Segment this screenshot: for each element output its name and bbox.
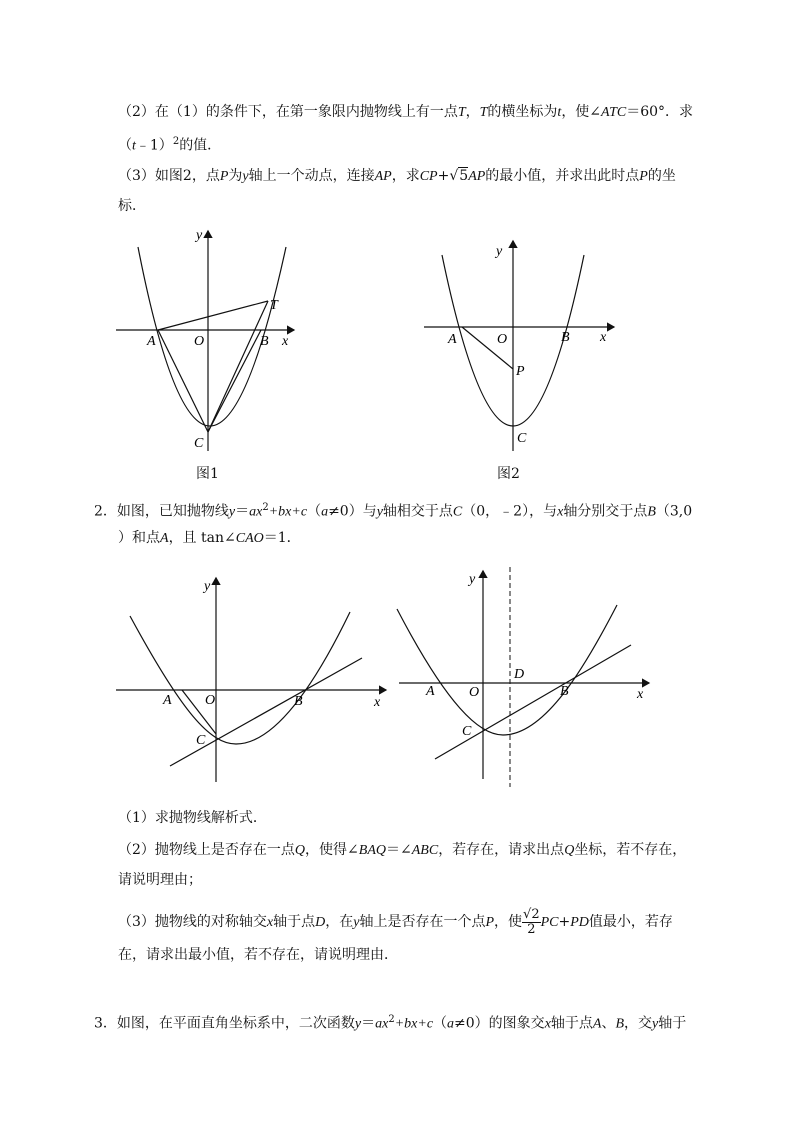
var-a: a: [321, 504, 329, 520]
var-y: y: [228, 504, 236, 520]
q1-part3-line2: [118, 196, 146, 216]
label-y: y: [196, 228, 203, 243]
var-x: x: [557, 504, 564, 520]
text: 的坐: [647, 168, 676, 184]
text: 值最小，若存: [588, 914, 673, 930]
text: ＝: [361, 1015, 376, 1032]
label-A: A: [147, 334, 156, 349]
var-P: P: [219, 169, 229, 184]
text: 在，请求出最小值，若不存在，请说明理由．: [118, 947, 398, 963]
label-C: C: [462, 724, 472, 739]
parabola: [397, 605, 617, 735]
q2-line2: [118, 528, 301, 549]
term-ax: ax: [375, 1016, 389, 1032]
q2-sub3-line1: [118, 904, 673, 940]
text: ＝: [235, 503, 250, 520]
text: 坐标，若不存在，: [574, 842, 687, 858]
segment-TC: [208, 301, 268, 432]
text: 轴上一个动点，连接: [248, 168, 375, 184]
figure-2: [420, 237, 620, 462]
sqrt-radicand: 5: [459, 168, 469, 184]
label-O: O: [469, 685, 480, 700]
label-x: x: [600, 330, 607, 345]
text: 请说明理由；: [118, 872, 202, 888]
superscript: 2: [262, 502, 269, 513]
angle-CAO: CAO: [235, 531, 264, 546]
text: （2）抛物线上是否存在一点: [118, 842, 295, 858]
label-T: T: [270, 298, 278, 313]
parabola: [130, 612, 350, 744]
var-y: y: [242, 169, 249, 184]
figure-2-caption: 图2: [497, 466, 520, 482]
label-A: A: [448, 332, 457, 347]
text: 、: [601, 1015, 616, 1032]
label-x: x: [637, 687, 644, 702]
fraction-numerator: √2: [523, 906, 540, 922]
label-O: O: [194, 334, 205, 349]
label-C: C: [517, 431, 527, 446]
label-D: D: [514, 667, 525, 682]
text: ＝1．: [263, 530, 301, 546]
segment-PC: PC: [540, 915, 559, 930]
text: ，使∠: [561, 104, 602, 120]
text: ，使得∠: [305, 842, 359, 858]
var-x: x: [544, 1016, 551, 1032]
q2-sub1: [118, 808, 267, 828]
text: ，若存在，请求出点: [438, 842, 565, 858]
var-T: T: [457, 105, 466, 120]
var-D: D: [315, 915, 326, 930]
var-y: y: [652, 1016, 659, 1032]
text: +: [437, 168, 450, 184]
text: ≠0）的图象交: [454, 1015, 545, 1032]
var-A: A: [160, 531, 169, 546]
text: 轴上是否存在一个点: [359, 914, 486, 930]
text: 的值．: [179, 137, 222, 154]
label-B: B: [560, 684, 569, 699]
text: （3）如图2，点: [118, 168, 220, 184]
var-x: x: [266, 915, 274, 930]
text: 3．如图，在平面直角坐标系中，二次函数: [94, 1015, 355, 1032]
label-x: x: [374, 695, 381, 710]
text: （: [433, 1015, 448, 1032]
text: +: [558, 914, 571, 930]
text: 的最小值，并求出此时点: [485, 168, 640, 184]
q1-part2-line2: [118, 132, 221, 157]
q1-part2-line1: [118, 102, 693, 123]
var-B: B: [615, 1016, 625, 1032]
q2-sub3-line2: [118, 945, 398, 965]
text: ＝60°．求: [626, 104, 694, 120]
text: ＝∠: [386, 842, 412, 858]
var-B: B: [647, 504, 656, 520]
var-A: A: [592, 1016, 602, 1032]
angle-ABC: ABC: [411, 843, 439, 858]
fraction-denominator: 2: [527, 921, 536, 937]
segment-BC: [208, 330, 261, 432]
text: （2）在（1）的条件下，在第一象限内抛物线上有一点: [118, 104, 458, 120]
segment-CP: CP: [419, 169, 438, 184]
label-y: y: [496, 244, 503, 259]
label-O: O: [205, 693, 216, 708]
label-C: C: [194, 436, 204, 451]
q2-line1: [94, 498, 692, 523]
figure-1: [110, 225, 310, 465]
line-BC: [435, 645, 631, 759]
var-Q: Q: [294, 843, 306, 858]
text: ，: [465, 104, 480, 120]
var-Q: Q: [564, 843, 575, 858]
text: ，使: [494, 914, 523, 930]
var-C: C: [452, 504, 463, 520]
var-y: y: [353, 915, 360, 930]
label-A: A: [163, 693, 172, 708]
fraction-sqrt2-over-2: [522, 908, 541, 937]
segment-AT: [158, 301, 268, 330]
var-a: a: [447, 1016, 455, 1032]
var-P: P: [639, 169, 648, 184]
text: ）和点: [118, 530, 160, 546]
text: 轴相交于点: [382, 503, 453, 520]
term-bx-c: +bx+c: [268, 504, 308, 520]
text: ，求: [391, 168, 420, 184]
var-y: y: [354, 1016, 362, 1032]
label-B: B: [260, 334, 269, 349]
sqrt-symbol: √: [449, 168, 459, 184]
text: 为: [228, 168, 243, 184]
text: ，且 tan∠: [168, 530, 236, 546]
angle-ATC: ATC: [601, 105, 627, 120]
text: 轴于点: [550, 1015, 593, 1032]
text: 轴于点: [273, 914, 316, 930]
text: ，在: [325, 914, 354, 930]
text: 轴于: [658, 1015, 687, 1032]
var-T: T: [479, 105, 488, 120]
label-O: O: [497, 332, 508, 347]
text: 标．: [118, 198, 146, 214]
label-A: A: [426, 684, 435, 699]
label-y: y: [469, 572, 476, 587]
text: （3,0: [655, 503, 693, 520]
segment-AP: AP: [374, 169, 392, 184]
label-P: P: [516, 364, 525, 379]
text: 2．如图，已知抛物线: [94, 503, 229, 520]
q3-line1: [94, 1010, 686, 1035]
q1-part3-line1: [118, 166, 676, 187]
label-C: C: [196, 733, 206, 748]
label-y: y: [204, 579, 211, 594]
label-B: B: [561, 330, 570, 345]
q2-figure-left: [110, 572, 395, 792]
text: （3）抛物线的对称轴交: [118, 914, 267, 930]
q2-sub2-line2: [118, 870, 202, 890]
text: 的横坐标为: [487, 104, 558, 120]
text: （: [118, 137, 132, 154]
segment-PD: PD: [570, 915, 589, 930]
var-P: P: [485, 915, 495, 930]
text: （: [307, 503, 322, 520]
segment-AP: AP: [468, 169, 486, 184]
label-x: x: [282, 334, 289, 349]
var-y: y: [376, 504, 383, 520]
var-t: t: [132, 138, 136, 154]
q2-figure-right: [395, 565, 660, 790]
text: （0，﹣2），与: [462, 503, 558, 520]
text: ≠0）与: [328, 503, 377, 520]
term-bx-c: +bx+c: [394, 1016, 434, 1032]
text: 轴分别交于点: [563, 503, 648, 520]
figure-1-caption: 图1: [196, 466, 219, 482]
text: ﹣1）: [135, 137, 173, 154]
text: ，交: [624, 1015, 653, 1032]
var-t: t: [557, 105, 562, 120]
superscript: 2: [172, 136, 180, 147]
text: （1）求抛物线解析式．: [118, 810, 267, 826]
superscript: 2: [388, 1014, 395, 1025]
label-B: B: [294, 694, 303, 709]
angle-BAQ: BAQ: [358, 843, 386, 858]
term-ax: ax: [249, 504, 263, 520]
q2-sub2-line1: [118, 840, 686, 861]
